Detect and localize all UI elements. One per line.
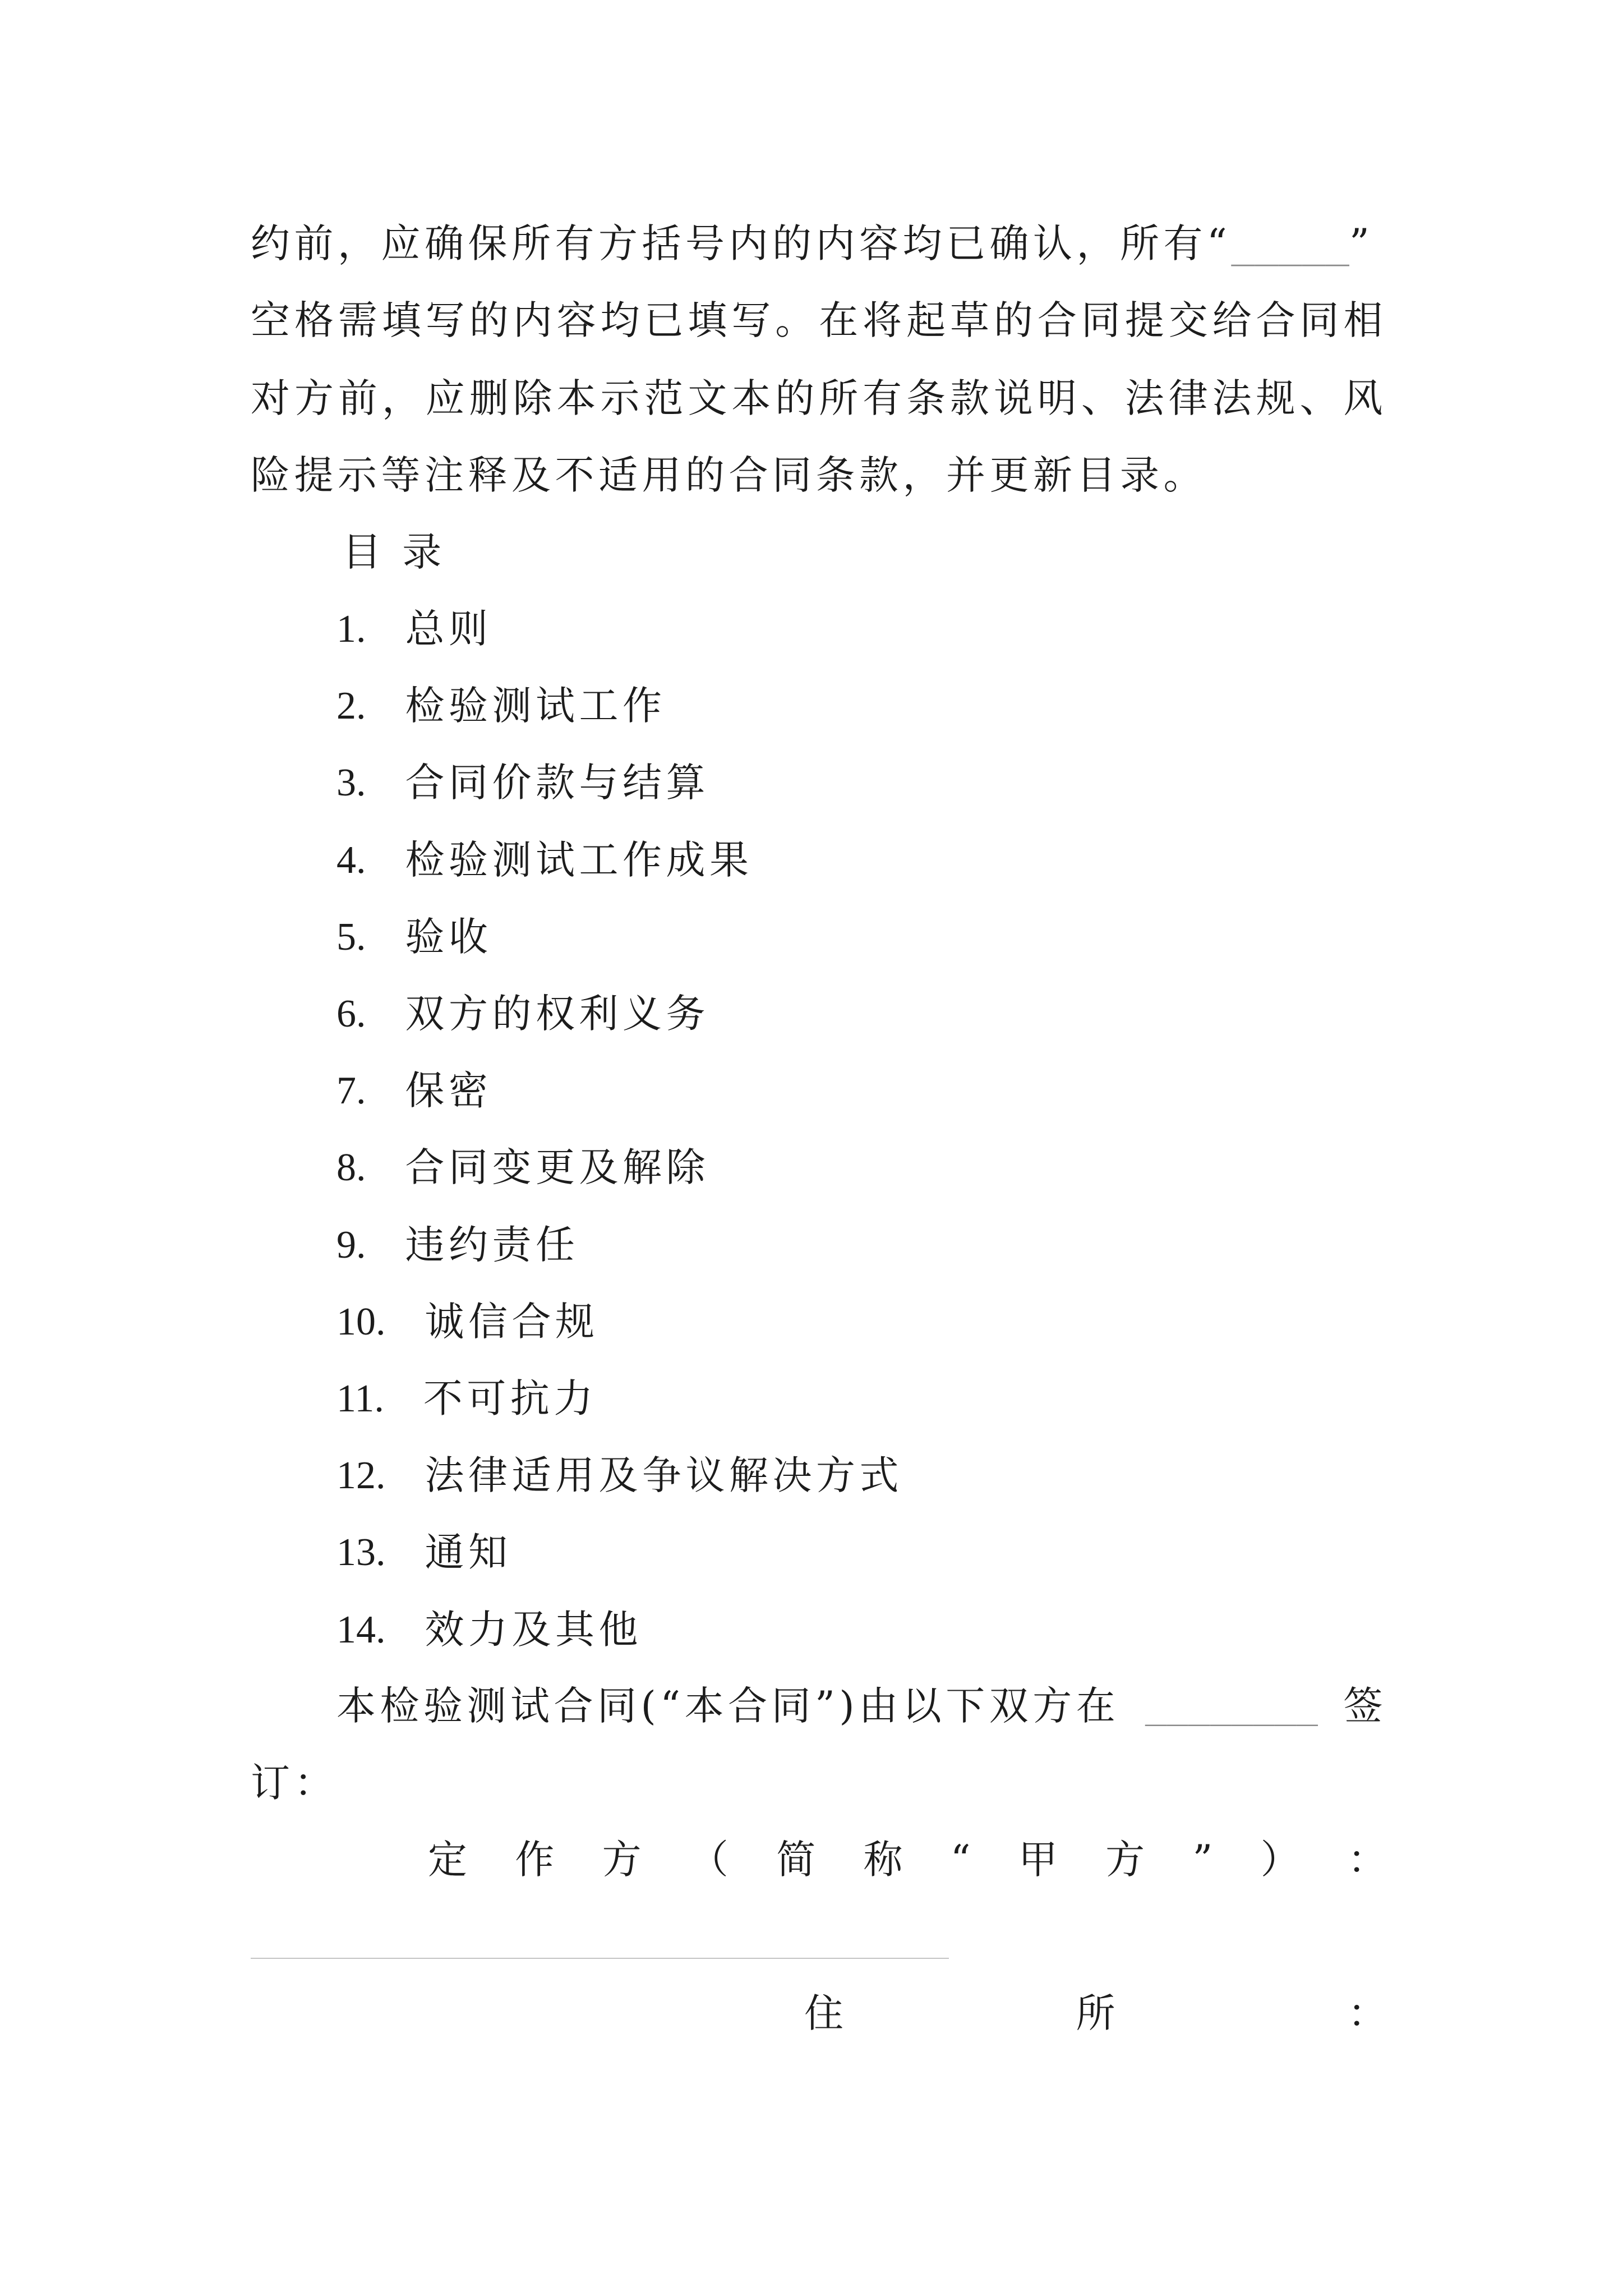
toc-item-number: 9. [336,1223,366,1267]
toc-item-number: 3. [336,761,366,804]
toc-item-number: 13. [336,1531,386,1574]
toc-item-title: 不可抗力 [423,1375,597,1421]
spread-char: “ [950,1837,971,1883]
toc-item-number: 12. [336,1454,386,1497]
toc-item [336,1283,599,1360]
party-a-fill-line [251,1958,949,1959]
toc-item-title: 检验测试工作成果 [405,837,753,883]
spread-char: （ [689,1837,728,1883]
toc-item-number: 1. [336,608,366,651]
toc-item-title: 法律适用及争议解决方式 [425,1452,903,1498]
toc-item-title: 保密 [405,1068,492,1114]
toc-item-number: 8. [336,1146,366,1189]
party-a-address-label [804,1975,1387,2052]
toc-item-number: 2. [336,684,366,728]
toc-item-title: 验收 [405,914,492,960]
toc-item-number: 6. [336,992,366,1036]
toc-item-title: 违约责任 [405,1222,579,1268]
preamble-text: 本检验测试合同(“本合同”)由以下双方在 [336,1683,1120,1729]
toc-item [336,744,709,821]
spread-char: ） [1260,1837,1300,1883]
toc-item [336,976,709,1052]
intro-line-1-end: ” [1349,220,1374,266]
spread-char: 所 [1076,1990,1115,2036]
toc-item-title: 总则 [405,606,492,652]
intro-line-1 [251,205,1373,282]
intro-line-1-text: 约前，应确保所有方括号内的内容均已确认，所有“ [251,220,1232,266]
preamble-line [336,1668,1387,1745]
spread-char: 方 [602,1837,642,1883]
intro-line-4: 险提示等注释及不适用的合同条款，并更新目录。 [251,452,1207,498]
toc-item-number: 4. [336,839,366,882]
toc-heading: 目 录 [342,529,446,575]
intro-line-2: 空格需填写的内容均已填写。在将起草的合同提交给合同相 [251,297,1387,343]
toc-item [336,591,492,668]
spread-char: 作 [515,1837,555,1883]
toc-item [336,1129,709,1206]
toc-item [336,668,666,744]
spread-char: ： [1348,1990,1387,2036]
spread-char: ” [1192,1837,1213,1883]
spread-char: 定 [428,1837,467,1883]
preamble-end: 签 [1343,1683,1387,1729]
toc-item-title: 合同变更及解除 [405,1144,709,1190]
toc-item-number: 11. [336,1377,384,1420]
toc-item-number: 7. [336,1069,366,1112]
toc-item [336,1360,597,1437]
party-a-label [428,1821,1387,1898]
toc-item [336,822,753,899]
toc-item-number: 14. [336,1608,386,1651]
toc-item-title: 双方的权利义务 [405,991,709,1037]
toc-item-title: 诚信合规 [425,1299,599,1345]
spread-char: 称 [863,1837,903,1883]
spread-char: 甲 [1018,1837,1058,1883]
toc-item [336,1591,642,1668]
spread-char: 住 [804,1990,843,2036]
toc-item [336,1514,512,1591]
spread-char: ： [1347,1837,1387,1883]
spread-char: 方 [1105,1837,1145,1883]
toc-item-title: 效力及其他 [425,1607,642,1653]
toc-item-title: 检验测试工作 [405,683,666,729]
signing-place-blank: ________ [1145,1685,1318,1727]
toc-item [336,1052,492,1129]
toc-item-title: 通知 [425,1529,512,1575]
toc-item-number: 10. [336,1300,386,1343]
toc-item-title: 合同价款与结算 [405,760,709,806]
intro-line-3: 对方前，应删除本示范文本的所有条款说明、法律法规、风 [251,375,1387,421]
spread-char: 简 [776,1837,816,1883]
toc-item-number: 5. [336,915,366,959]
preamble-continuation: 订： [251,1760,338,1806]
toc-item [336,1207,579,1283]
fill-in-blank: _____ [1231,220,1350,266]
toc-item [336,899,492,976]
toc-item [336,1437,903,1514]
